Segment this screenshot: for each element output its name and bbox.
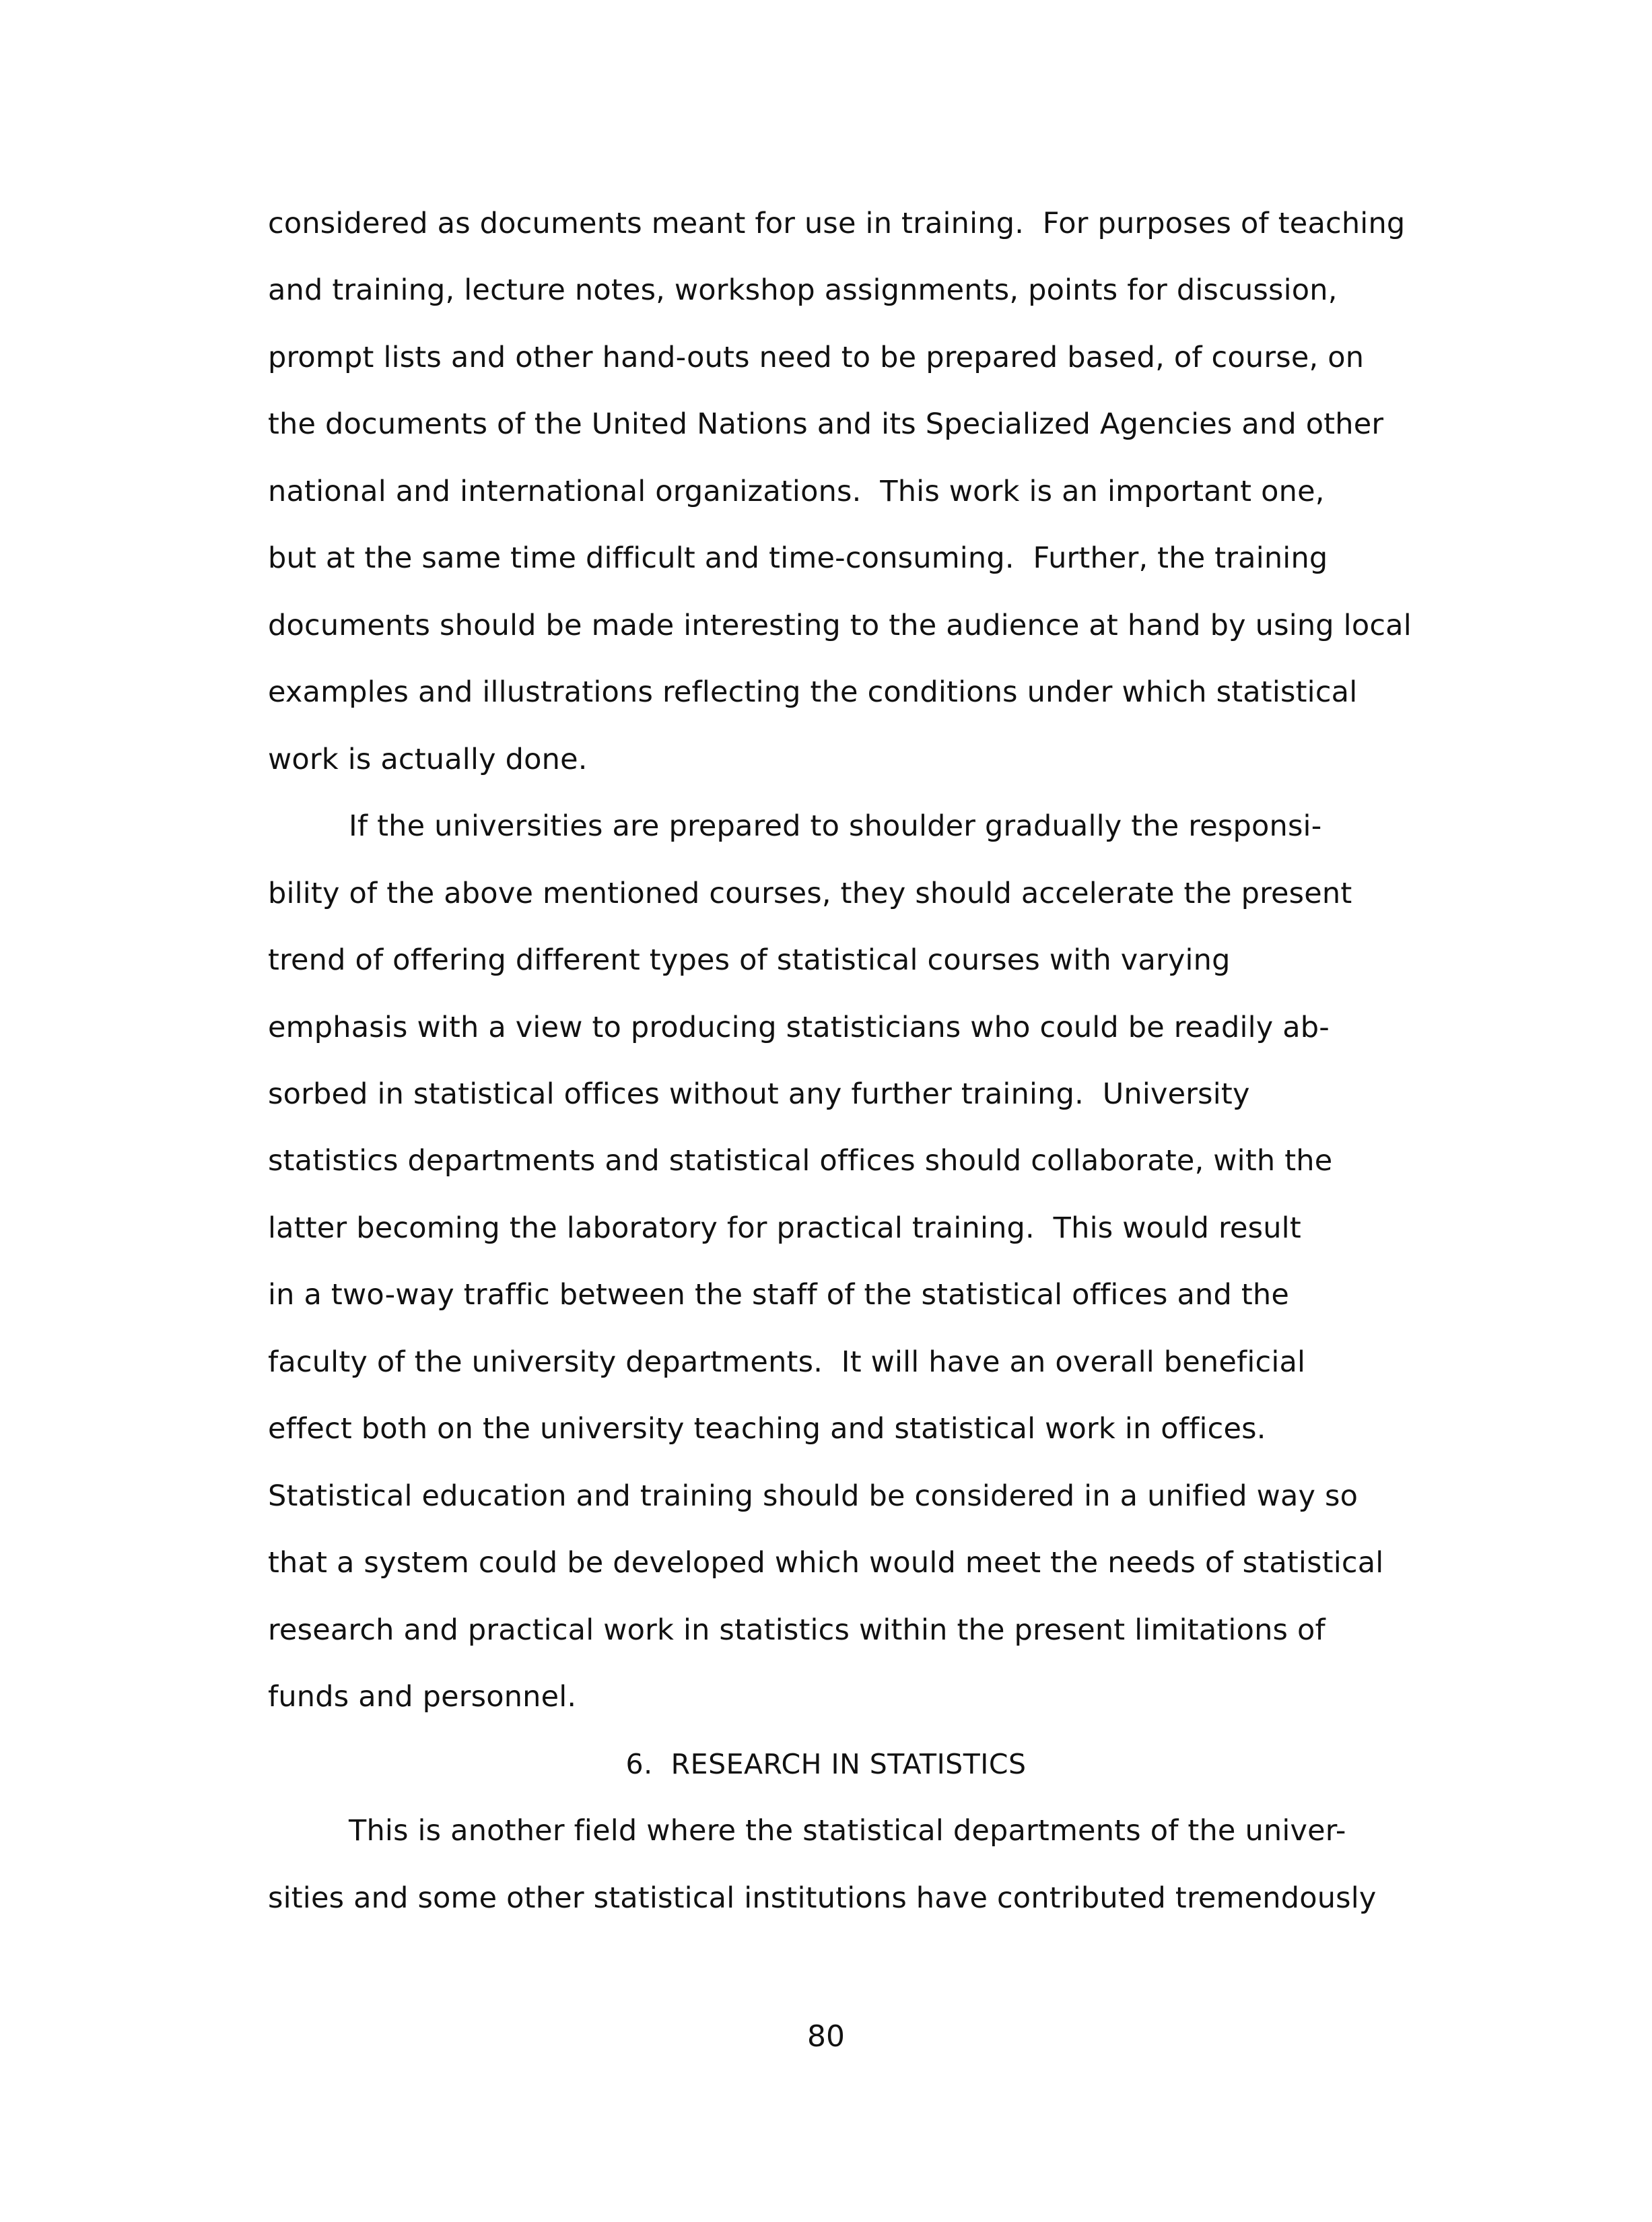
text-line: prompt lists and other hand-outs need to be prepared based, of course, on xyxy=(268,341,1365,374)
text-line: sorbed in statistical offices without any further training. University xyxy=(268,1077,1250,1111)
text-line: Statistical education and training should be considered in a unified way so xyxy=(268,1479,1358,1513)
text-line: and training, lecture notes, workshop assignments, points for discussion, xyxy=(268,273,1338,307)
text-line: latter becoming the laboratory for practical training. This would result xyxy=(268,1211,1301,1245)
text-line: but at the same time difficult and time-consuming. Further, the training xyxy=(268,541,1328,575)
text-line: examples and illustrations reflecting the conditions under which statistical xyxy=(268,675,1358,709)
text-line: considered as documents meant for use in training. For purposes of teaching xyxy=(268,207,1406,240)
text-line: statistics departments and statistical offices should collaborate, with the xyxy=(268,1144,1333,1178)
text-line: effect both on the university teaching and statistical work in offices. xyxy=(268,1412,1266,1446)
text-line: research and practical work in statistics within the present limitations of xyxy=(268,1613,1326,1647)
page-number: 80 xyxy=(807,2019,845,2054)
text-line: This is another field where the statistical departments of the univer- xyxy=(349,1814,1346,1848)
text-line: that a system could be developed which would meet the needs of statistical xyxy=(268,1546,1384,1580)
text-line: documents should be made interesting to the audience at hand by using local xyxy=(268,609,1412,642)
text-line: the documents of the United Nations and its Specialized Agencies and other xyxy=(268,407,1384,441)
text-line: funds and personnel. xyxy=(268,1680,577,1714)
text-line: sities and some other statistical institutions have contributed tremendously xyxy=(268,1881,1377,1915)
text-line: faculty of the university departments. It will have an overall beneficial xyxy=(268,1345,1306,1379)
text-line: trend of offering different types of statistical courses with varying xyxy=(268,943,1231,977)
text-line: in a two-way traffic between the staff of the statistical offices and the xyxy=(268,1278,1290,1312)
text-line: work is actually done. xyxy=(268,743,588,776)
text-line: If the universities are prepared to shoulder gradually the responsi- xyxy=(349,809,1322,843)
text-line: national and international organizations. This work is an important one, xyxy=(268,475,1325,508)
text-line: bility of the above mentioned courses, they should accelerate the present xyxy=(268,877,1352,910)
section-heading: 6. RESEARCH IN STATISTICS xyxy=(625,1748,1027,1780)
text-line: emphasis with a view to producing statisticians who could be readily ab- xyxy=(268,1011,1330,1044)
